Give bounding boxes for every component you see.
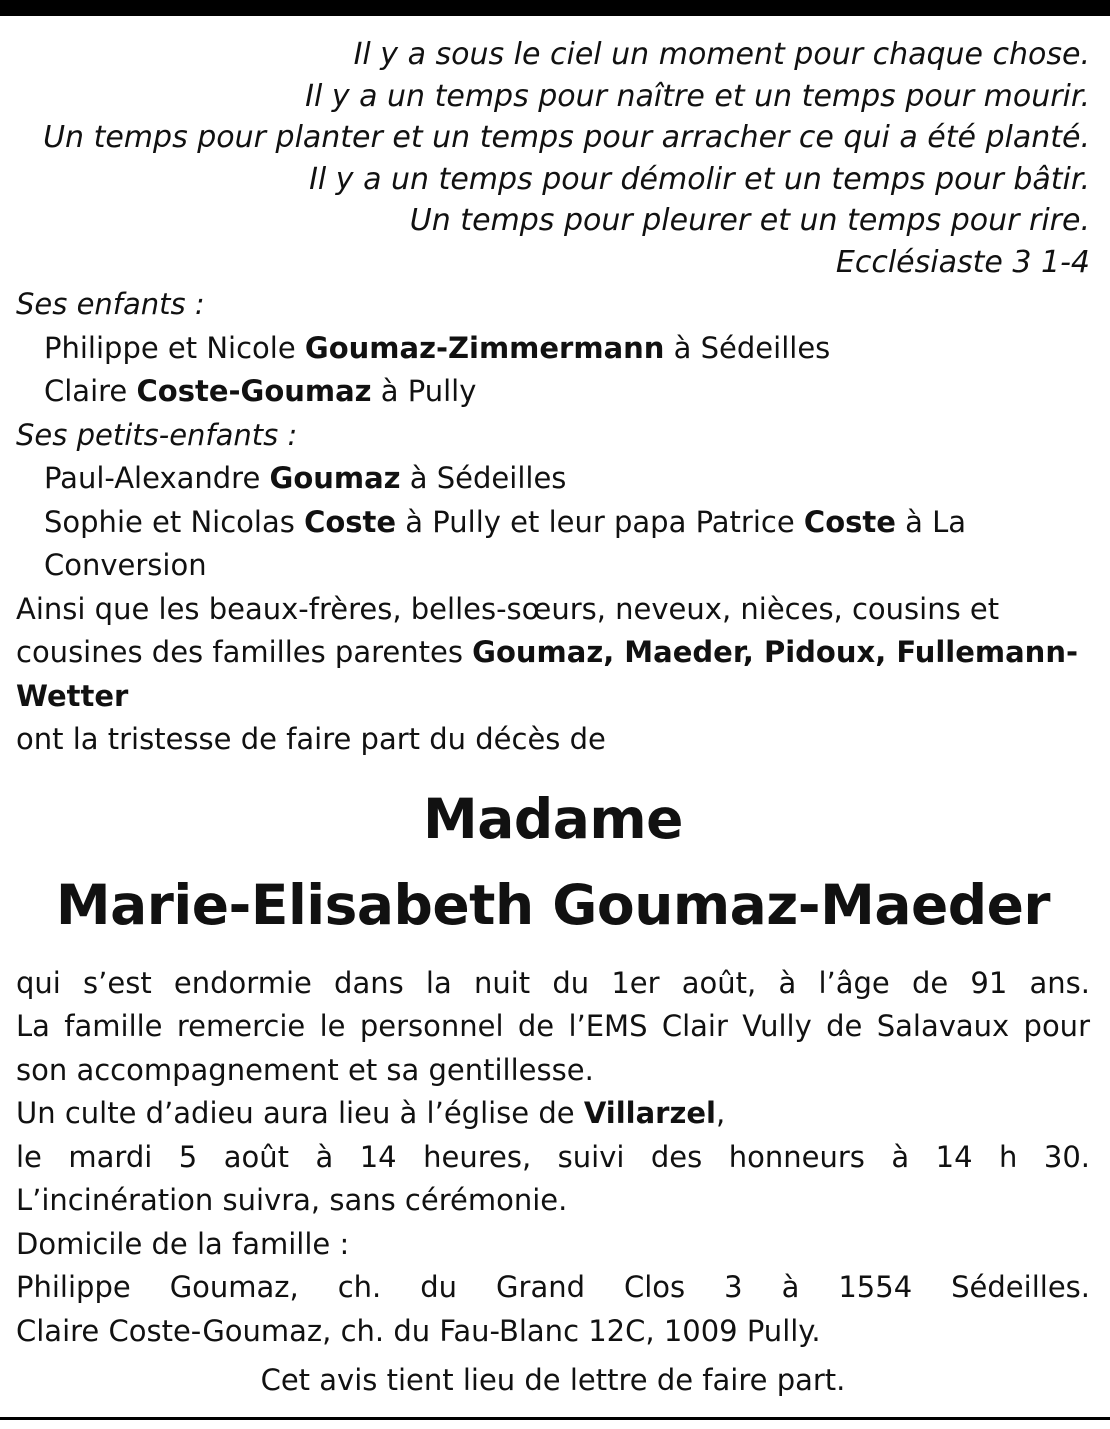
child-entry: [16, 370, 1090, 414]
child-place: à Sédeilles: [664, 330, 831, 365]
relatives-text: Ainsi que les beaux-frères, belles-sœurs, neveux, nièces, cousins et cousines des familles parentes: [16, 591, 1000, 669]
announcement-text: ont la tristesse de faire part du décès de: [16, 722, 606, 756]
grandchild-entry: [16, 501, 1090, 588]
deceased-title: Madame: [423, 786, 683, 851]
relatives-paragraph: [16, 588, 1090, 719]
verse-line: Il y a sous le ciel un moment pour chaque chose.: [353, 37, 1090, 72]
grandchild-surname: Goumaz: [269, 461, 401, 495]
service-text: [16, 1092, 1090, 1136]
domicile-address-2: Claire Coste-Goumaz, ch. du Fau-Blanc 12C, 1009 Pully.: [16, 1313, 821, 1348]
grandchild-place: à Sédeilles: [400, 461, 567, 495]
children-label: Ses enfants :: [16, 287, 205, 321]
service-suffix: ,: [715, 1096, 726, 1130]
verse-reference: Ecclésiaste 3 1-4: [835, 244, 1090, 280]
service-prefix: Un culte d’adieu aura lieu à l’église de: [16, 1096, 584, 1130]
grandchild-surname: Coste: [304, 504, 397, 539]
passing-text: qui s’est endormie dans la nuit du 1er août, à l’âge de 91 ans.: [16, 965, 1090, 1000]
verse-line: Un temps pour planter et un temps pour arracher ce qui a été planté.: [43, 120, 1090, 155]
child-entry: [16, 327, 1090, 371]
grandchild-first-names: Sophie et Nicolas: [44, 504, 305, 539]
top-border: [0, 0, 1110, 16]
service-time: le mardi 5 août à 14 heures, suivi des honneurs à 14 h 30.: [16, 1139, 1090, 1174]
grandchildren-label: Ses petits-enfants :: [16, 417, 298, 452]
father-surname: Coste: [803, 504, 896, 539]
child-first-names: Philippe et Nicole: [44, 330, 305, 365]
verse-line: Il y a un temps pour démolir et un temps pour bâtir.: [309, 161, 1090, 197]
verse-line: Il y a un temps pour naître et un temps pour mourir.: [305, 78, 1090, 114]
child-first-names: Claire: [44, 374, 137, 408]
thanks-text: La famille remercie le personnel de l’EMS Clair Vully de Salavaux pour son accompagnement et sa gentillesse.: [16, 1009, 1090, 1087]
death-notice: [16, 34, 1090, 1403]
service-place: Villarzel: [583, 1096, 716, 1130]
domicile-label: Domicile de la famille :: [16, 1226, 350, 1261]
deceased-heading: [16, 776, 1090, 948]
bible-verse: [16, 34, 1090, 283]
cremation-text: L’incinération suivra, sans cérémonie.: [16, 1183, 568, 1217]
verse-line: Un temps pour pleurer et un temps pour rire.: [409, 203, 1090, 238]
child-surname: Goumaz-Zimmermann: [304, 330, 665, 365]
grandchild-place: à La Conversion: [44, 504, 967, 582]
closing-text: Cet avis tient lieu de lettre de faire part.: [260, 1363, 846, 1397]
child-place: à Pully: [371, 374, 477, 408]
grandchild-first-names: Paul-Alexandre: [44, 461, 270, 495]
deceased-name: Marie-Elisabeth Goumaz-Maeder: [55, 872, 1051, 937]
grandchild-father-text: à Pully et leur papa Patrice: [396, 504, 804, 539]
bottom-border: [0, 1417, 1110, 1420]
child-surname: Coste-Goumaz: [136, 374, 372, 408]
domicile-address-1: Philippe Goumaz, ch. du Grand Clos 3 à 1554 Sédeilles.: [16, 1270, 1090, 1304]
grandchild-entry: [16, 457, 1090, 501]
relatives-families: Goumaz, Maeder, Pidoux, Fullemann-Wetter: [16, 635, 1078, 713]
